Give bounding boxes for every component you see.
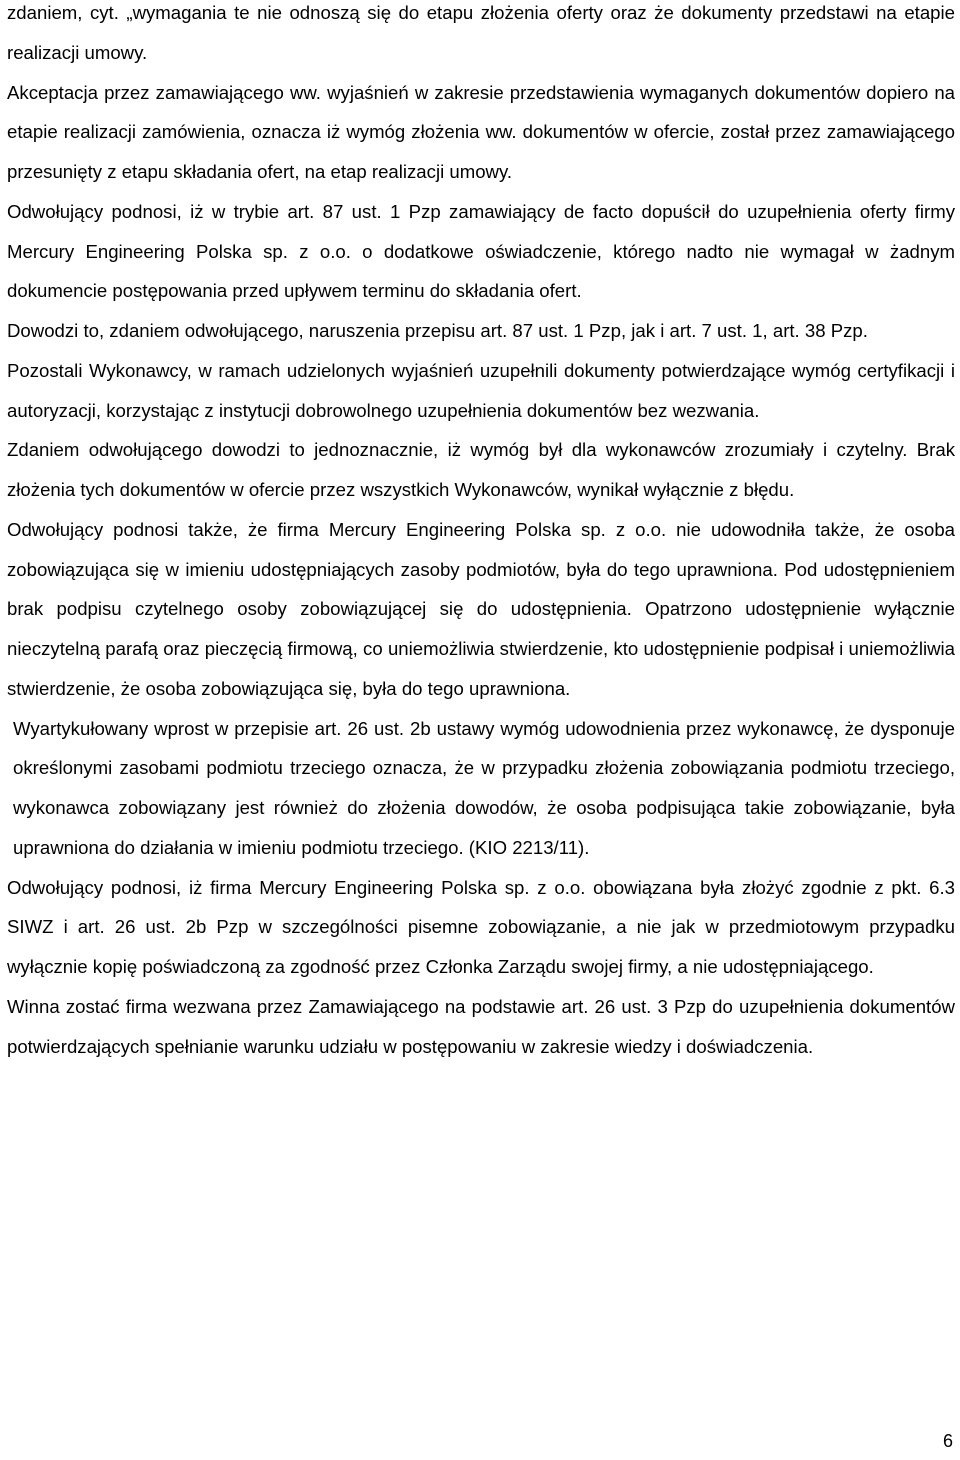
paragraph: Wyartykułowany wprost w przepisie art. 26 ust. 2b ustawy wymóg udowodnienia przez wykonawcę, że dysponuje określonymi zasobami podmiotu trzeciego oznacza, że w przypadku złożenia zobowiązania podmiotu trzeciego, wykonawca zobowiązany jest również do złożenia dowodów, że osoba podpisująca takie zobowiązanie, była uprawniona do działania w imieniu podmiotu trzeciego. (KIO 2213/11). — [13, 717, 955, 858]
paragraph: Odwołujący podnosi także, że firma Mercury Engineering Polska sp. z o.o. nie udowodniła także, że osoba zobowiązująca się w imieniu udostępniających zasoby podmiotów, była do tego uprawniona. Pod udostępnieniem brak podpisu czytelnego osoby zobowiązującej się do udostępnienia. Opatrzono udostępnienie wyłącznie nieczytelną parafą oraz pieczęcią firmową, co uniemożliwia stwierdzenie, kto udostępnienie podpisał i uniemożliwia stwierdzenie, że osoba zobowiązująca się, była do tego uprawniona. — [7, 518, 955, 699]
document-body — [7, 0, 955, 1066]
paragraph: Pozostali Wykonawcy, w ramach udzielonych wyjaśnień uzupełnili dokumenty potwierdzające wymóg certyfikacji i autoryzacji, korzystając z instytucji dobrowolnego uzupełnienia dokumentów bez wezwania. — [7, 359, 955, 421]
paragraph: Odwołujący podnosi, iż firma Mercury Engineering Polska sp. z o.o. obowiązana była złożyć zgodnie z pkt. 6.3 SIWZ i art. 26 ust. 2b Pzp w szczególności pisemne zobowiązanie, a nie jak w przedmiotowym przypadku wyłącznie kopię poświadczoną za zgodność przez Członka Zarządu swojej firmy, a nie udostępniającego. — [7, 876, 955, 977]
page-number: 6 — [942, 1431, 953, 1451]
paragraph: Odwołujący podnosi, iż w trybie art. 87 ust. 1 Pzp zamawiający de facto dopuścił do uzupełnienia oferty firmy Mercury Engineering Polska sp. z o.o. o dodatkowe oświadczenie, którego nadto nie wymagał w żadnym dokumencie postępowania przed upływem terminu do składania ofert. — [7, 200, 955, 302]
paragraph: Dowodzi to, zdaniem odwołującego, naruszenia przepisu art. 87 ust. 1 Pzp, jak i art. 7 ust. 1, art. 38 Pzp. — [7, 320, 868, 341]
paragraph: Winna zostać firma wezwana przez Zamawiającego na podstawie art. 26 ust. 3 Pzp do uzupełnienia dokumentów potwierdzających spełnianie warunku udziału w postępowaniu w zakresie wiedzy i doświadczenia. — [7, 995, 955, 1057]
paragraph: zdaniem, cyt. „wymagania te nie odnoszą się do etapu złożenia oferty oraz że dokumenty przedstawi na etapie realizacji umowy. — [7, 2, 955, 63]
paragraph: Akceptacja przez zamawiającego ww. wyjaśnień w zakresie przedstawienia wymaganych dokumentów dopiero na etapie realizacji zamówienia, oznacza iż wymóg złożenia ww. dokumentów w ofercie, został przez zamawiającego przesunięty z etapu składania ofert, na etap realizacji umowy. — [7, 81, 955, 182]
paragraph: Zdaniem odwołującego dowodzi to jednoznacznie, iż wymóg był dla wykonawców zrozumiały i czytelny. Brak złożenia tych dokumentów w ofercie przez wszystkich Wykonawców, wynikał wyłącznie z błędu. — [7, 439, 955, 500]
